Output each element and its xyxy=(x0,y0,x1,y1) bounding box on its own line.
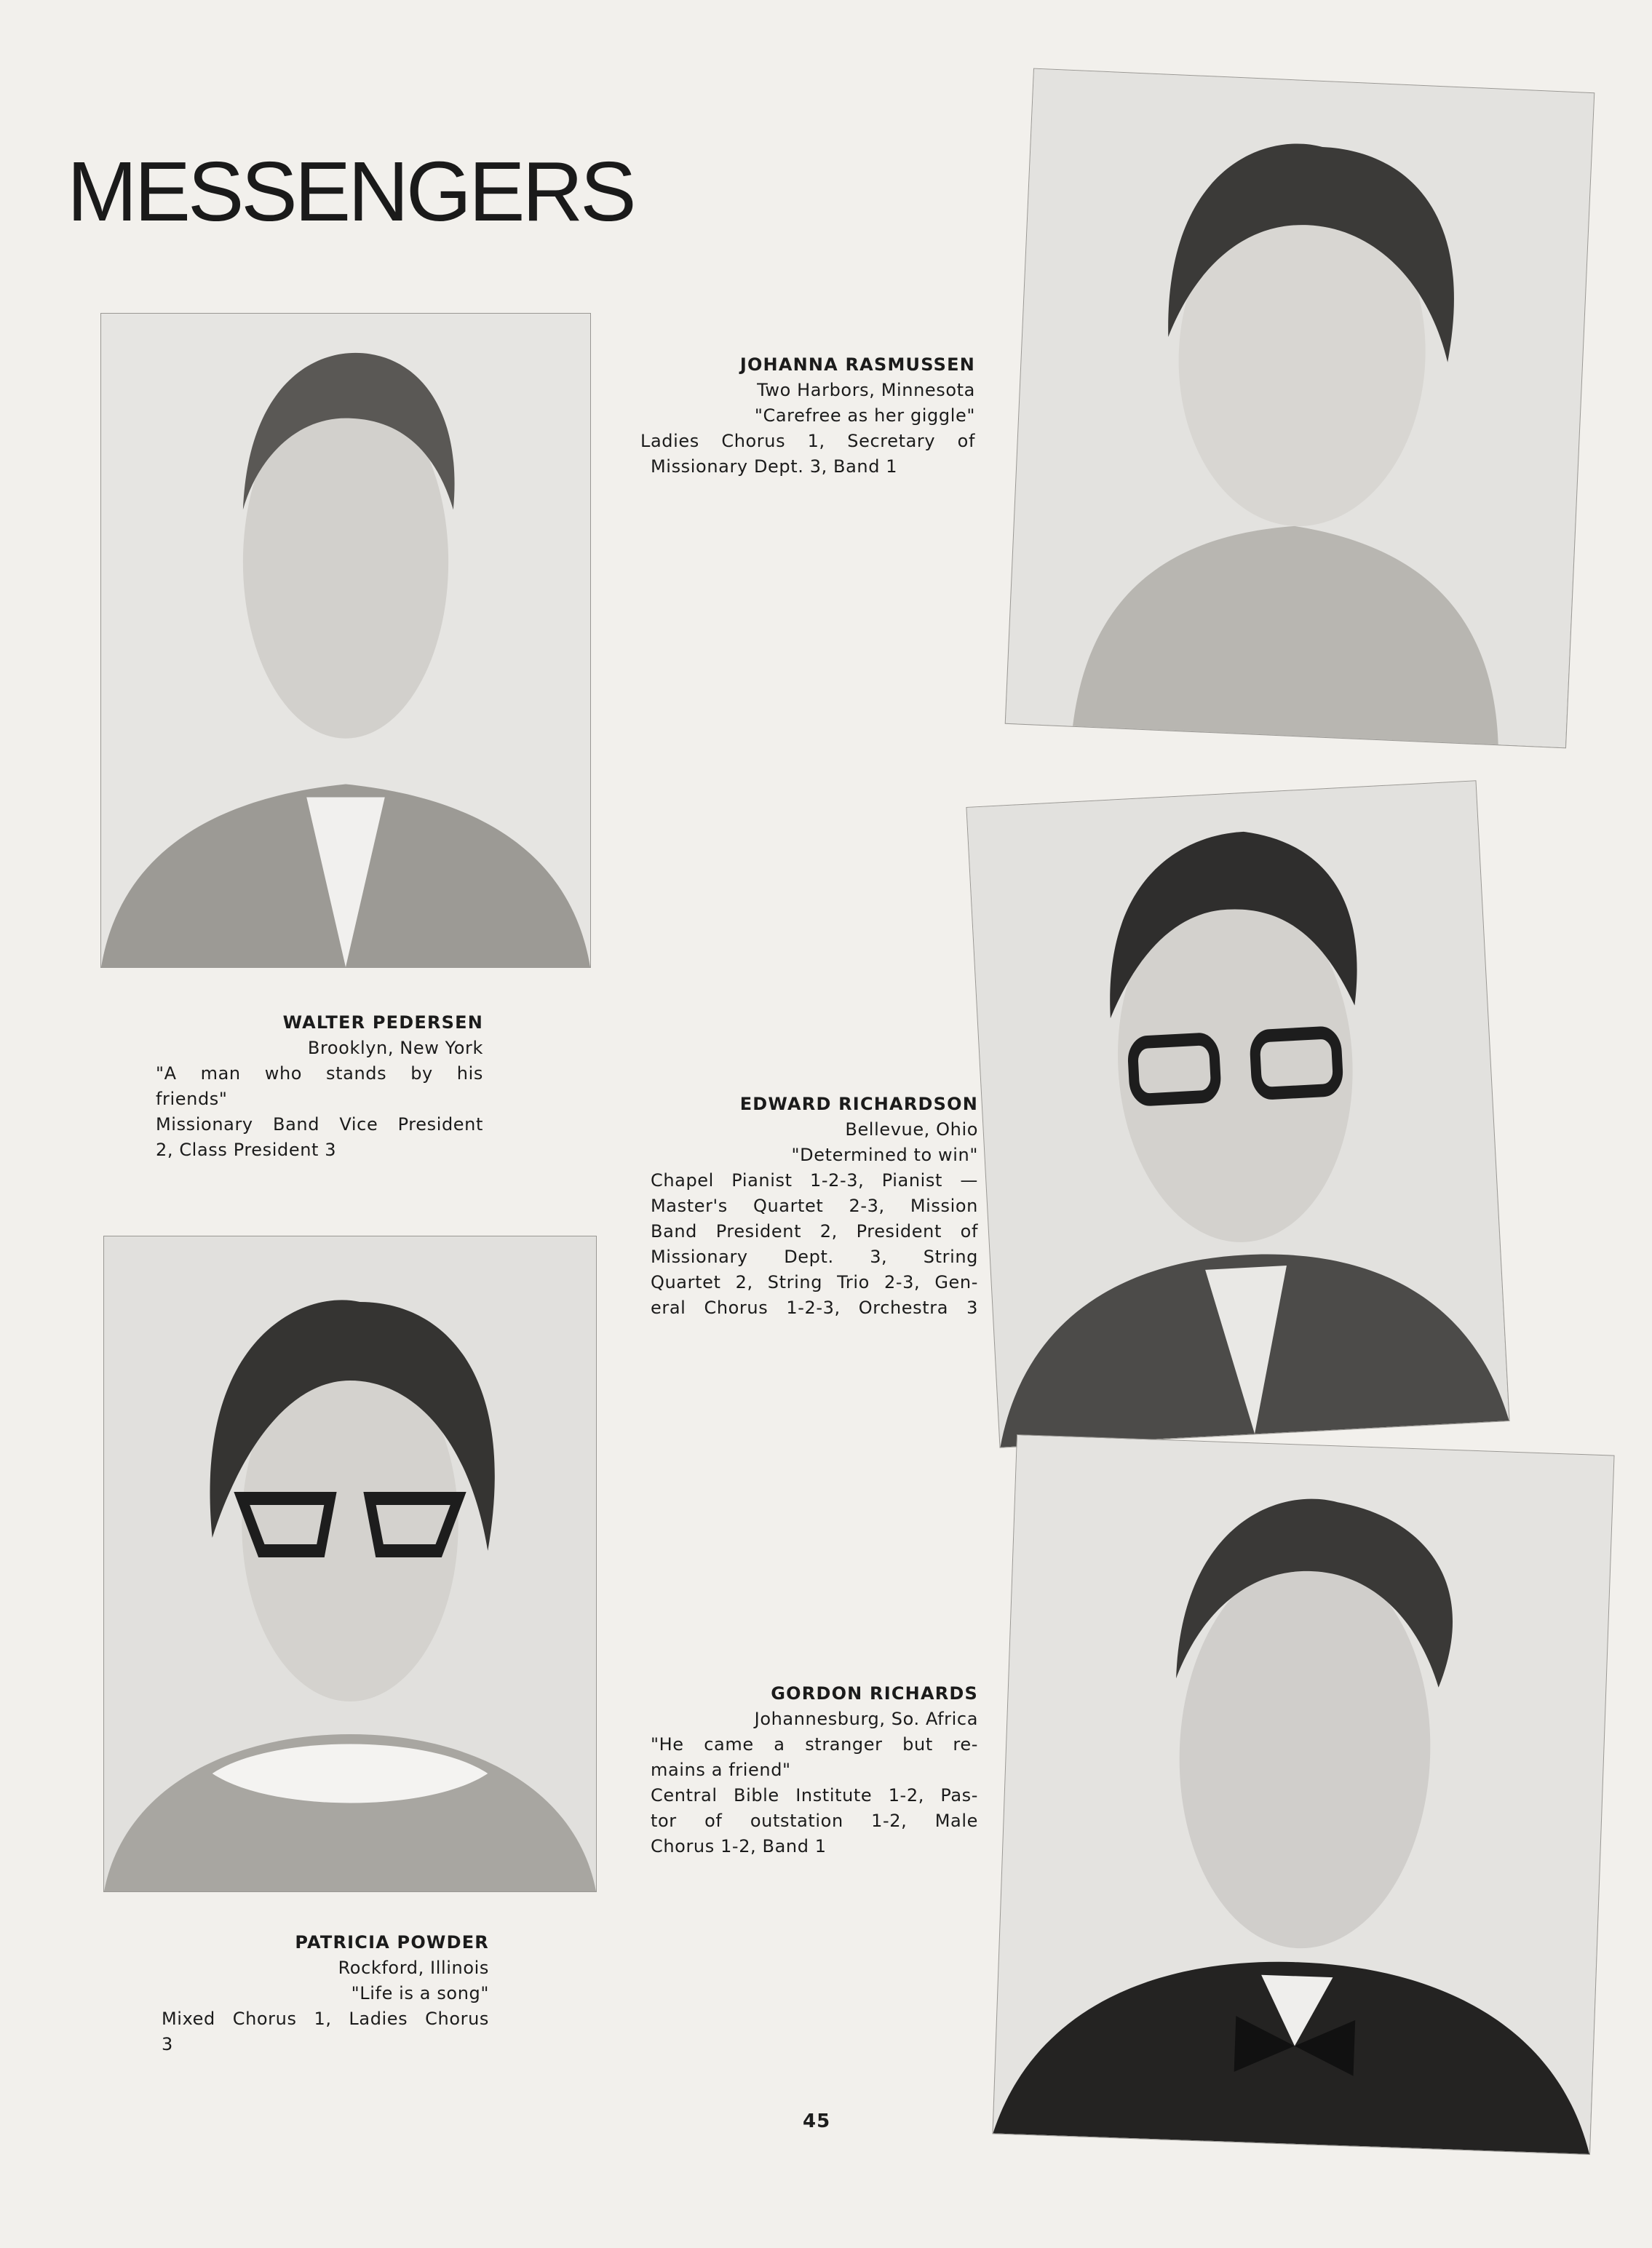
student-activities-line: Ladies Chorus 1, Secretary of xyxy=(640,431,975,451)
student-hometown: Johannesburg, So. Africa xyxy=(754,1709,978,1729)
page-title: MESSENGERS xyxy=(67,144,634,239)
portrait-photo-johanna-rasmussen xyxy=(1005,68,1595,749)
student-activities-line: Missionary Dept. 3, String xyxy=(651,1247,978,1267)
student-activities-line: Mixed Chorus 1, Ladies Chorus xyxy=(162,2009,489,2029)
student-name: PATRICIA POWDER xyxy=(295,1932,489,1953)
student-name: WALTER PEDERSEN xyxy=(282,1012,483,1033)
caption-johanna-rasmussen xyxy=(640,352,975,480)
student-activities-line: Quartet 2, String Trio 2-3, Gen- xyxy=(651,1272,978,1292)
caption-walter-pedersen xyxy=(156,1010,483,1163)
student-name: EDWARD RICHARDSON xyxy=(739,1094,978,1114)
student-hometown: Bellevue, Ohio xyxy=(845,1119,978,1140)
portrait-photo-edward-richardson xyxy=(966,780,1509,1448)
student-activities-line: Missionary Band Vice President xyxy=(156,1114,483,1135)
student-activities-line: Chorus 1-2, Band 1 xyxy=(651,1836,827,1856)
student-activities-line: 3 xyxy=(162,2034,173,2054)
portrait-photo-patricia-powder xyxy=(103,1236,597,1892)
student-quote-line: "A man who stands by his xyxy=(156,1063,483,1084)
student-hometown: Two Harbors, Minnesota xyxy=(757,380,975,400)
student-quote-line: friends" xyxy=(156,1089,228,1109)
caption-edward-richardson xyxy=(651,1092,978,1321)
student-name: JOHANNA RASMUSSEN xyxy=(739,354,975,375)
student-activities-line: Missionary Dept. 3, Band 1 xyxy=(651,456,898,477)
caption-gordon-richards xyxy=(651,1681,978,1859)
student-quote-line: "He came a stranger but re- xyxy=(651,1734,978,1755)
student-activities-line: Band President 2, President of xyxy=(651,1221,978,1242)
student-quote: "Life is a song" xyxy=(351,1983,489,2003)
portrait-photo-gordon-richards xyxy=(992,1434,1614,2155)
student-activities-line: eral Chorus 1-2-3, Orchestra 3 xyxy=(651,1298,978,1318)
student-name: GORDON RICHARDS xyxy=(771,1683,978,1704)
student-hometown: Rockford, Illinois xyxy=(338,1958,489,1978)
student-activities-line: tor of outstation 1-2, Male xyxy=(651,1811,978,1831)
portrait-photo-walter-pedersen xyxy=(100,313,591,968)
student-activities-line: Central Bible Institute 1-2, Pas- xyxy=(651,1785,978,1806)
student-activities-line: Chapel Pianist 1-2-3, Pianist — xyxy=(651,1170,978,1191)
student-quote-line: mains a friend" xyxy=(651,1760,791,1780)
student-quote: "Carefree as her giggle" xyxy=(754,405,975,426)
caption-patricia-powder xyxy=(162,1930,489,2057)
student-activities-line: Master's Quartet 2-3, Mission xyxy=(651,1196,978,1216)
student-quote: "Determined to win" xyxy=(791,1145,978,1165)
student-hometown: Brooklyn, New York xyxy=(307,1038,483,1058)
page-number: 45 xyxy=(803,2110,831,2132)
student-activities-line: 2, Class President 3 xyxy=(156,1140,337,1160)
